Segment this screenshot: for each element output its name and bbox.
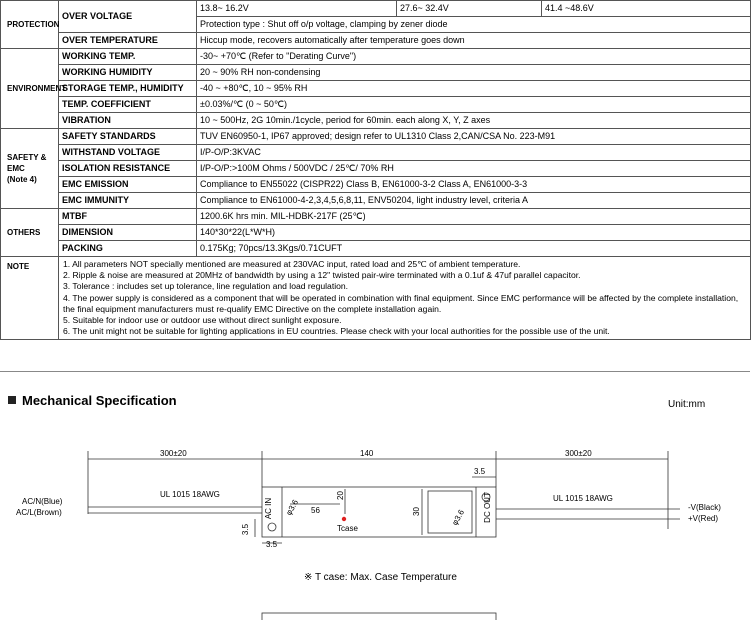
note-item: 5. Suitable for indoor use or outdoor use without direct sunlight exposure. [63, 315, 342, 326]
isolation-resistance-value: I/P-O/P:>100M Ohms / 500VDC / 25℃/ 70% RH [197, 161, 751, 177]
over-temperature-value: Hiccup mode, recovers automatically after temperature goes down [197, 33, 751, 49]
tcase-footnote: ※ T case: Max. Case Temperature [304, 572, 457, 583]
safety-group-line-1: SAFETY & [7, 153, 47, 162]
group-protection: PROTECTION [1, 1, 59, 49]
dim-30-label: 30 [411, 507, 421, 516]
withstand-voltage-value: I/P-O/P:3KVAC [197, 145, 751, 161]
item-safety-standards: SAFETY STANDARDS [59, 129, 197, 145]
v-plus-label: +V(Red) [688, 514, 719, 523]
mtbf-value: 1200.6K hrs min. MIL-HDBK-217F (25℃) [197, 209, 751, 225]
hole-right-label: φ3.6 [450, 508, 467, 527]
over-voltage-range-2: 27.6~ 32.4V [397, 1, 542, 17]
unit-label: Unit:mm [668, 399, 706, 410]
item-temp-coefficient: TEMP. COEFFICIENT [59, 97, 197, 113]
item-mtbf: MTBF [59, 209, 197, 225]
dim-right-cable: 300±20 [565, 449, 592, 458]
dim-left-35-label: 3.5 [241, 523, 251, 536]
item-withstand-voltage: WITHSTAND VOLTAGE [59, 145, 197, 161]
group-safety-emc [1, 129, 59, 209]
safety-group-line-2: EMC [7, 164, 25, 173]
temp-coefficient-value: ±0.03%/℃ (0 ~ 50℃) [197, 97, 751, 113]
over-voltage-range-3: 41.4 ~48.6V [542, 1, 751, 17]
dim-top-35: 3.5 [474, 467, 486, 476]
note-item: 2. Ripple & noise are measured at 20MHz of bandwidth by using a 12" twisted pair-wire terminated with a 0.1uf & 47uf parallel capacitor. [63, 270, 581, 281]
section-divider [0, 371, 750, 372]
tcase-label: Tcase [337, 524, 358, 533]
item-packing: PACKING [59, 241, 197, 257]
item-over-voltage: OVER VOLTAGE [59, 1, 197, 33]
item-working-humidity: WORKING HUMIDITY [59, 65, 197, 81]
safety-standards-value: TUV EN60950-1, IP67 approved; design refer to UL1310 Class 2,CAN/CSA No. 223-M91 [197, 129, 751, 145]
cable-left-label: UL 1015 18AWG [160, 490, 220, 499]
note-item: 1. All parameters NOT specially mentioned are measured at 230VAC input, rated load and 25℃ of ambient temperature. [63, 259, 521, 269]
ac-in-label: AC IN [264, 497, 274, 520]
note-item: 6. The unit might not be suitable for lighting applications in EU countries. Please check with your local authorities for the possible use of the unit. [63, 326, 610, 337]
safety-group-line-3: (Note 4) [7, 175, 37, 184]
dim-bottom-35-label: 3.5 [266, 540, 278, 549]
item-over-temperature: OVER TEMPERATURE [59, 33, 197, 49]
dc-out-label: DC OUT [482, 492, 492, 523]
item-vibration: VIBRATION [59, 113, 197, 129]
vibration-value: 10 ~ 500Hz, 2G 10min./1cycle, period for 60min. each along X, Y, Z axes [197, 113, 751, 129]
over-voltage-protection-type: Protection type : Shut off o/p voltage, clamping by zener diode [197, 17, 751, 33]
dim-left-cable: 300±20 [160, 449, 187, 458]
over-voltage-range-1: 13.8~ 16.2V [197, 1, 397, 17]
psu-bottom-view [262, 613, 496, 620]
storage-temp-value: -40 ~ +80℃, 10 ~ 95% RH [197, 81, 751, 97]
packing-value: 0.175Kg; 70pcs/13.3Kgs/0.71CUFT [197, 241, 751, 257]
note-item: 4. The power supply is considered as a component that will be operated in combination with final equipment. Since EMC performance will be affected by the complete installation, the final equipment manufacturers must re-qualify EMC Directive on the complete installation again. [63, 292, 739, 314]
dimension-value: 140*30*22(L*W*H) [197, 225, 751, 241]
item-isolation-resistance: ISOLATION RESISTANCE [59, 161, 197, 177]
emc-immunity-value: Compliance to EN61000-4-2,3,4,5,6,8,11, ENV50204, light industry level, criteria A [197, 193, 751, 209]
item-working-temp: WORKING TEMP. [59, 49, 197, 65]
dim-56-label: 56 [311, 506, 320, 515]
tcase-point-icon [342, 517, 346, 521]
hole-left-label: φ3.6 [284, 498, 301, 517]
item-emc-immunity: EMC IMMUNITY [59, 193, 197, 209]
working-humidity-value: 20 ~ 90% RH non-condensing [197, 65, 751, 81]
item-emc-emission: EMC EMISSION [59, 177, 197, 193]
working-temp-value: -30~ +70℃ (Refer to "Derating Curve") [197, 49, 751, 65]
emc-emission-value: Compliance to EN55022 (CISPR22) Class B, EN61000-3-2 Class A, EN61000-3-3 [197, 177, 751, 193]
mechanical-specification [0, 379, 750, 620]
cable-right-label: UL 1015 18AWG [553, 494, 613, 503]
mechanical-title-text: Mechanical Specification [22, 393, 177, 408]
item-storage-temp: STORAGE TEMP., HUMIDITY [59, 81, 197, 97]
dim-body-length: 140 [360, 449, 374, 458]
ac-n-label: AC/N(Blue) [22, 497, 63, 506]
group-note: NOTE [1, 257, 59, 340]
note-item: 3. Tolerance : includes set up tolerance, line regulation and load regulation. [63, 281, 349, 292]
mechanical-drawing [0, 379, 750, 620]
ac-l-label: AC/L(Brown) [16, 508, 62, 517]
v-minus-label: -V(Black) [688, 503, 721, 512]
group-others: OTHERS [1, 209, 59, 257]
dim-20-label: 20 [335, 491, 345, 500]
group-environment: ENVIRONMENT [1, 49, 59, 129]
mounting-hole [268, 523, 276, 531]
item-dimension: DIMENSION [59, 225, 197, 241]
notes-list [59, 257, 751, 340]
